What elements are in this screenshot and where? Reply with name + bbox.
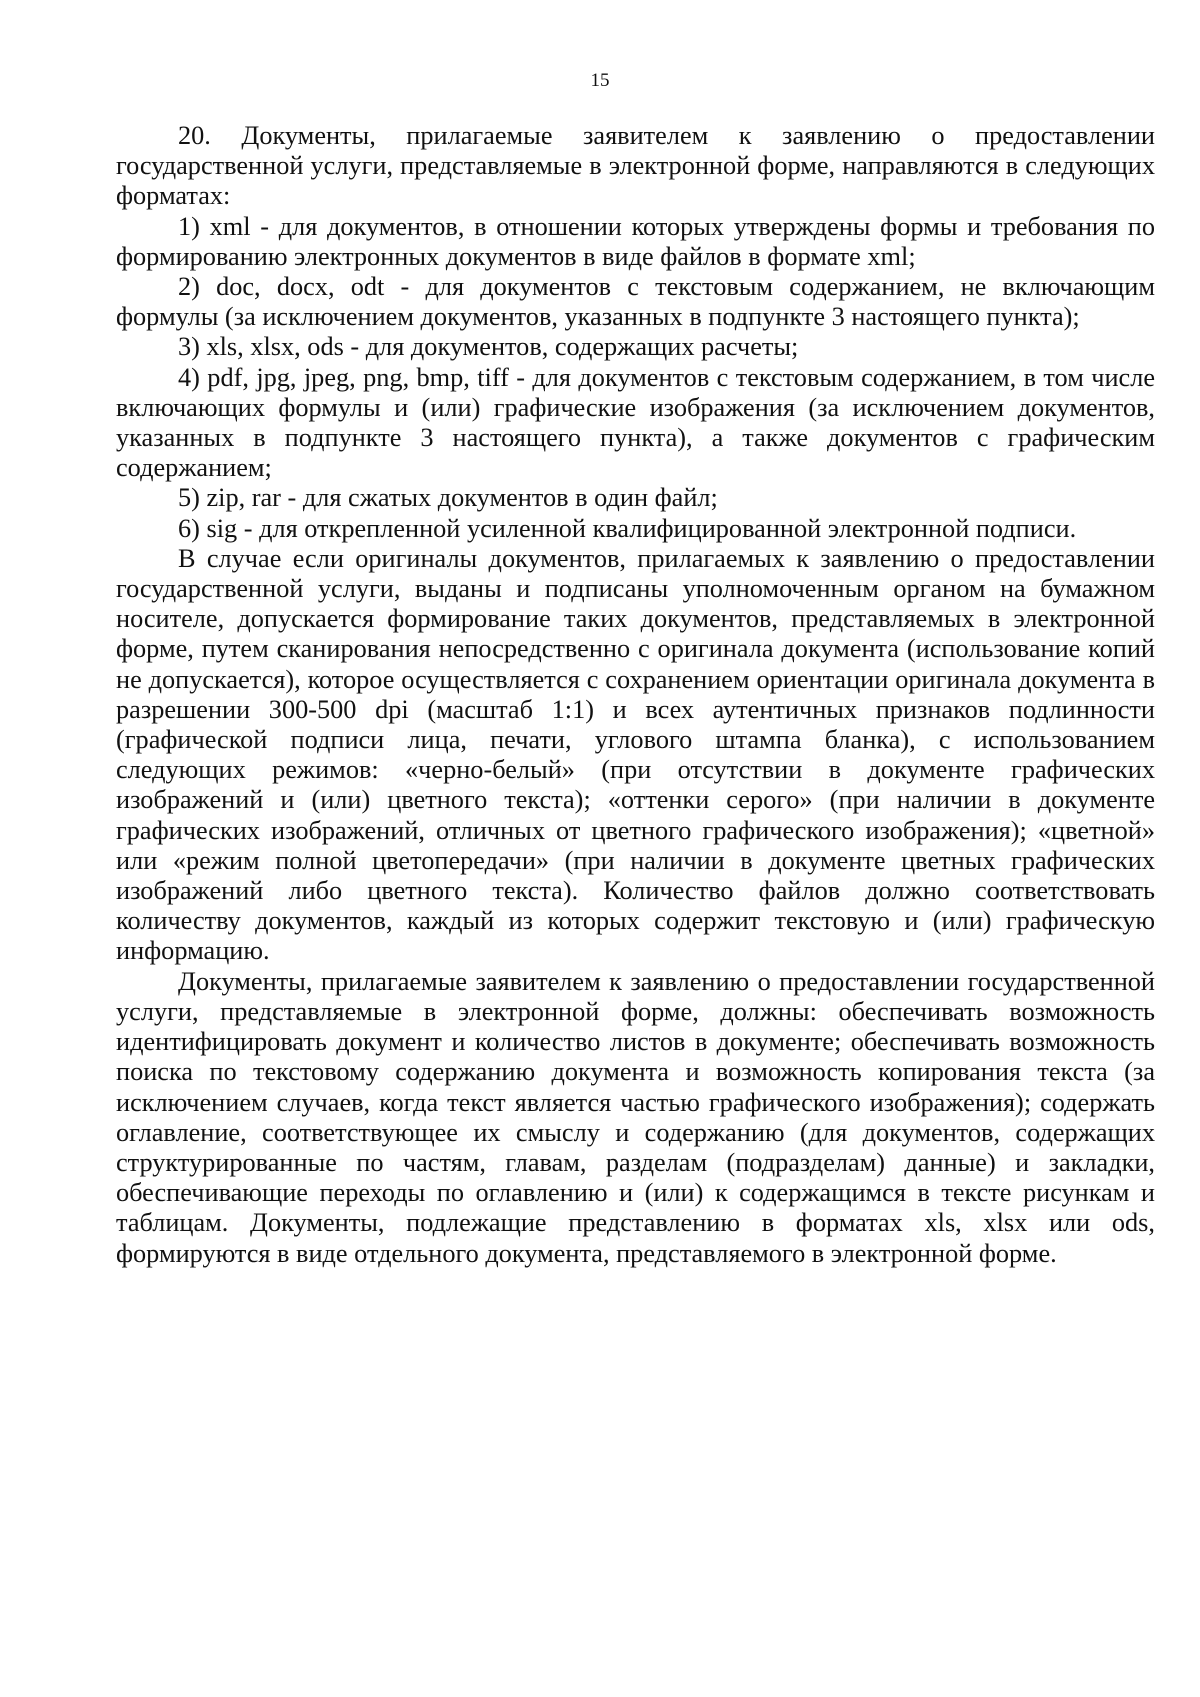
list-item-zip: 5) zip, rar - для сжатых документов в один файл; (178, 483, 718, 513)
paragraph-scanning: В случае если оригиналы документов, прилагаемых к заявлению о предоставлении государственной услуги, выданы и подписаны уполномоченным органом на бумажном носителе, допускается формирование таких документов, представляемых в электронной форме, путем сканирования непосредственно с оригинала документа (использование копий не допускается), которое осуществляется с сохранением ориентации оригинала документа в разрешении 300-500 dpi (масштаб 1:1) и всех аутентичных признаков подлинности (графической подписи лица, печати, углового штампа бланка), с использованием следующих режимов: «черно-белый» (при отсутствии в документе графических изображений и (или) цветного текста); «оттенки серого» (при наличии в документе графических изображений, отличных от цветного графического изображения); «цветной» или «режим полной цветопередачи» (при наличии в документе цветных графических изображений либо цветного текста). Количество файлов должно соответствовать количеству документов, каждый из которых содержит текстовую и (или) графическую информацию. (116, 543, 1155, 966)
list-item-xml: 1) xml - для документов, в отношении которых утверждены формы и требования по формированию электронных документов в виде файлов в формате xml; (116, 211, 1155, 271)
paragraph-requirements: Документы, прилагаемые заявителем к заявлению о предоставлении государственной услуги, представляемые в электронной форме, должны: обеспечивать возможность идентифицировать документ и количество листов в документе; обеспечивать возможность поиска по текстовому содержанию документа и возможность копирования текста (за исключением случаев, когда текст является частью графического изображения); содержать оглавление, соответствующее их смыслу и содержанию (для документов, содержащих структурированные по частям, главам, разделам (подразделам) данные) и закладки, обеспечивающие переходы по оглавлению и (или) к содержащимся в тексте рисункам и таблицам. Документы, подлежащие представлению в форматах xls, xlsx или ods, формируются в виде отдельного документа, представляемого в электронной форме. (116, 966, 1155, 1268)
document-body (116, 121, 1155, 1269)
paragraph-item-20: 20. Документы, прилагаемые заявителем к заявлению о предоставлении государственной услуги, представляемые в электронной форме, направляются в следующих форматах: (116, 121, 1155, 211)
list-item-sig: 6) sig - для открепленной усиленной квалифицированной электронной подписи. (178, 513, 1077, 543)
list-item-xls: 3) xls, xlsx, ods - для документов, содержащих расчеты; (178, 332, 799, 362)
list-item-pdf: 4) pdf, jpg, jpeg, png, bmp, tiff - для документов с текстовым содержанием, в том числе включающих формулы и (или) графические изображения (за исключением документов, указанных в подпункте 3 настоящего пункта), а также документов с графическим содержанием; (116, 362, 1155, 483)
list-item-doc: 2) doc, docx, odt - для документов с текстовым содержанием, не включающим формулы (за исключением документов, указанных в подпункте 3 настоящего пункта); (116, 272, 1155, 332)
page-number: 15 (590, 70, 610, 91)
